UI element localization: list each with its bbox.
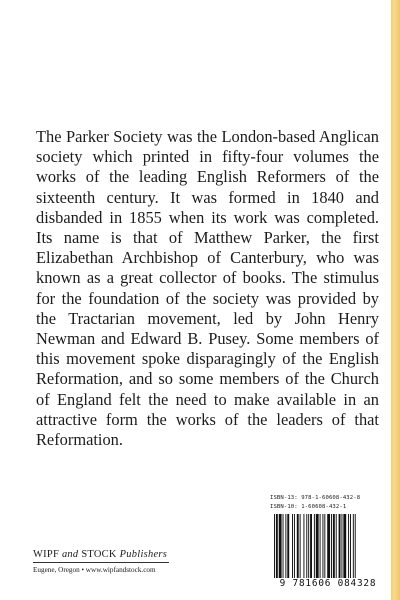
barcode-bar [348, 514, 349, 580]
isbn-10: ISBN-10: 1-60608-432-1 [270, 504, 347, 510]
barcode-bar [322, 514, 323, 580]
barcode-bar [320, 514, 321, 580]
barcode-bar [333, 514, 335, 580]
publisher-name-connector: and [61, 549, 79, 560]
barcode-bar [324, 514, 325, 580]
barcode-bars [270, 514, 386, 580]
barcode-bar [283, 514, 284, 580]
publisher-imprint [33, 549, 183, 574]
barcode-bar [316, 514, 319, 580]
barcode-digits: 9 781606 084328 [270, 578, 386, 589]
barcode-bar [336, 514, 337, 580]
barcode-bar [327, 514, 330, 580]
barcode-bar [276, 514, 278, 580]
barcode-bar [279, 514, 282, 580]
barcode-bar [308, 514, 309, 580]
publisher-name-part2: STOCK [81, 549, 117, 560]
barcode [270, 514, 386, 590]
barcode-bar [287, 514, 289, 580]
barcode-bar [303, 514, 304, 580]
publisher-name-suffix: Publishers [119, 549, 168, 560]
barcode-bar [314, 514, 315, 580]
barcode-bar [306, 514, 307, 580]
barcode-bar [300, 514, 301, 580]
spine-color-strip [391, 0, 400, 600]
barcode-bar [294, 514, 295, 580]
publisher-name [33, 549, 183, 560]
barcode-bar [353, 514, 354, 580]
barcode-bar [285, 514, 286, 580]
barcode-bar [331, 514, 332, 580]
publisher-name-part1: WIPF [33, 549, 60, 560]
barcode-bar [343, 514, 346, 580]
isbn-13: ISBN-13: 978-1-60608-432-8 [270, 495, 361, 501]
barcode-bar [355, 514, 356, 580]
barcode-bar [310, 514, 312, 580]
publisher-rule [33, 562, 169, 563]
barcode-bar [297, 514, 299, 580]
barcode-bar [339, 514, 341, 580]
barcode-bar [274, 514, 275, 580]
barcode-bar [341, 514, 342, 580]
isbn-block [270, 494, 385, 512]
back-cover-blurb: The Parker Society was the London-based Anglican society which printed in fifty-four volumes the works of the leading English Reformers of the sixteenth century. It was formed in 1840 and disbanded in 1855 when its work was completed. Its name is that of Matthew Parker, the first Elizabethan Archbishop of Canterbury, who was known as a great collector of books. The stimulus for the foundation of the society was provided by the Tractarian movement, led by John Henry Newman and Edward B. Pusey. Some members of this movement spoke disparagingly of the English Reformation, and so some members of the Church of England felt the need to make available in an attractive form the works of the leaders of that Reformation. [36, 127, 379, 450]
barcode-bar [292, 514, 293, 580]
barcode-bar [350, 514, 351, 580]
publisher-address: Eugene, Oregon • www.wipfandstock.com [33, 566, 156, 574]
